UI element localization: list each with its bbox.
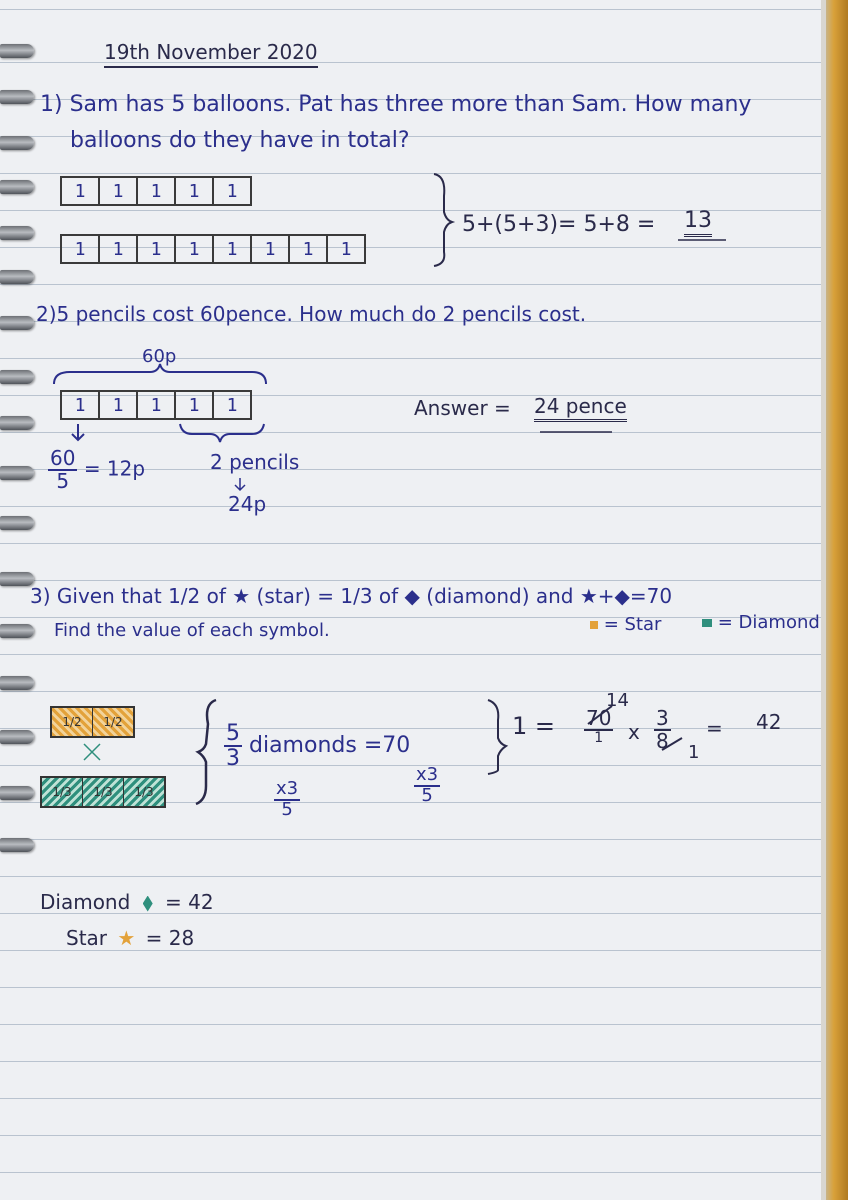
q3-rhs-times: x [628,720,640,744]
diamonds-text: diamonds =70 [249,733,411,759]
fraction-denominator: 8 [656,729,669,753]
q2-answer-value: 24 pence [534,394,627,422]
bar-cell: 1 [214,236,252,262]
key-diamond-text: = Diamond [717,612,820,633]
bar-cell: 1 [62,236,100,262]
q3-right-brace [488,700,506,774]
q2-question: 2)5 pencils cost 60pence. How much do 2 pencils cost. [36,302,587,326]
fraction-numerator: x3 [276,778,299,799]
q1-question-line2: balloons do they have in total? [70,128,410,153]
q2-answer-label: Answer = [414,396,511,420]
q2-two-pencils-value: 24p [228,492,267,516]
bar-cell: 1 [100,178,138,204]
q2-bar-total-label: 60p [142,346,177,367]
q3-rhs-one: 1 = [512,712,556,740]
bar-cell: 1 [252,236,290,262]
fraction-denominator: 5 [56,469,70,493]
q1-equation: 5+(5+3)= 5+8 = [462,212,656,237]
star-icon: ★ [117,926,136,950]
fraction-numerator: 70 [586,706,612,730]
fraction-denominator: 5 [281,798,293,820]
fraction-denominator: 3 [226,746,240,772]
fraction-denominator: 5 [421,784,433,806]
q3-question-line1: 3) Given that 1/2 of ★ (star) = 1/3 of ◆ (diamond) and ★+◆=70 [30,584,673,608]
bar-cell: 1 [226,394,238,416]
result-star-label: Star [66,926,108,950]
star-half-cell: 1/2 [52,708,93,736]
bar-cell: 1 [138,392,176,418]
bar-cell: 1 [176,178,214,204]
bar-cell: 1 [138,178,176,204]
bar-cell: 1 [62,392,100,418]
unit-result: = 12p [83,456,146,481]
bar-cell: 1 [100,236,138,262]
q1-question-line1: 1) Sam has 5 balloons. Pat has three more than Sam. How many [40,92,752,117]
q1-answer: 13 [684,208,712,237]
fraction-numerator: 5 [226,721,240,746]
q2-down-arrow [72,424,84,440]
bar-cell: 1 [290,236,328,262]
bar-cell: 1 [62,178,100,204]
q3-rhs-equals: = [706,716,723,740]
q3-cross-out-8 [662,738,682,750]
q2-two-pencils-label: 2 pencils [210,450,300,474]
bar-cell: 1 [226,180,238,202]
result-star-value: = 28 [145,926,195,950]
diamond-third-cell: 1/3 [83,778,124,806]
diamond-third-cell: 1/3 [124,778,164,806]
q2-top-brace [54,364,266,384]
diamond-third-cell: 1/3 [42,778,83,806]
bar-cell: 1 [176,236,214,262]
fraction-numerator: 60 [50,446,76,470]
result-diamond-value: = 42 [165,890,214,914]
result-diamond-label: Diamond [40,890,131,914]
fraction-denominator: 1 [594,730,604,746]
q2-bottom-brace [180,424,264,442]
bar-cell: 1 [176,392,214,418]
q3-left-brace [196,700,216,804]
bar-cell: 1 [100,392,138,418]
q2-small-arrow [235,478,245,490]
bar-cell: 1 [340,238,352,260]
q3-rhs-small-den: 1 [688,742,700,763]
star-half-cell: 1/2 [93,708,133,736]
date-heading: 19th November 2020 [104,40,318,68]
fraction-numerator: x3 [416,764,439,785]
q3-star-to-diamond-mark [84,744,100,760]
key-star-text: = Star [603,614,662,635]
bar-cell: 1 [138,236,176,262]
fraction-numerator: 3 [656,706,669,730]
q3-question-line2: Find the value of each symbol. [54,620,330,641]
q3-cross-out-70 [588,706,612,724]
q1-brace [434,174,452,266]
q3-rhs-result: 42 [756,710,782,734]
q3-rhs-superscript: 14 [606,690,629,711]
